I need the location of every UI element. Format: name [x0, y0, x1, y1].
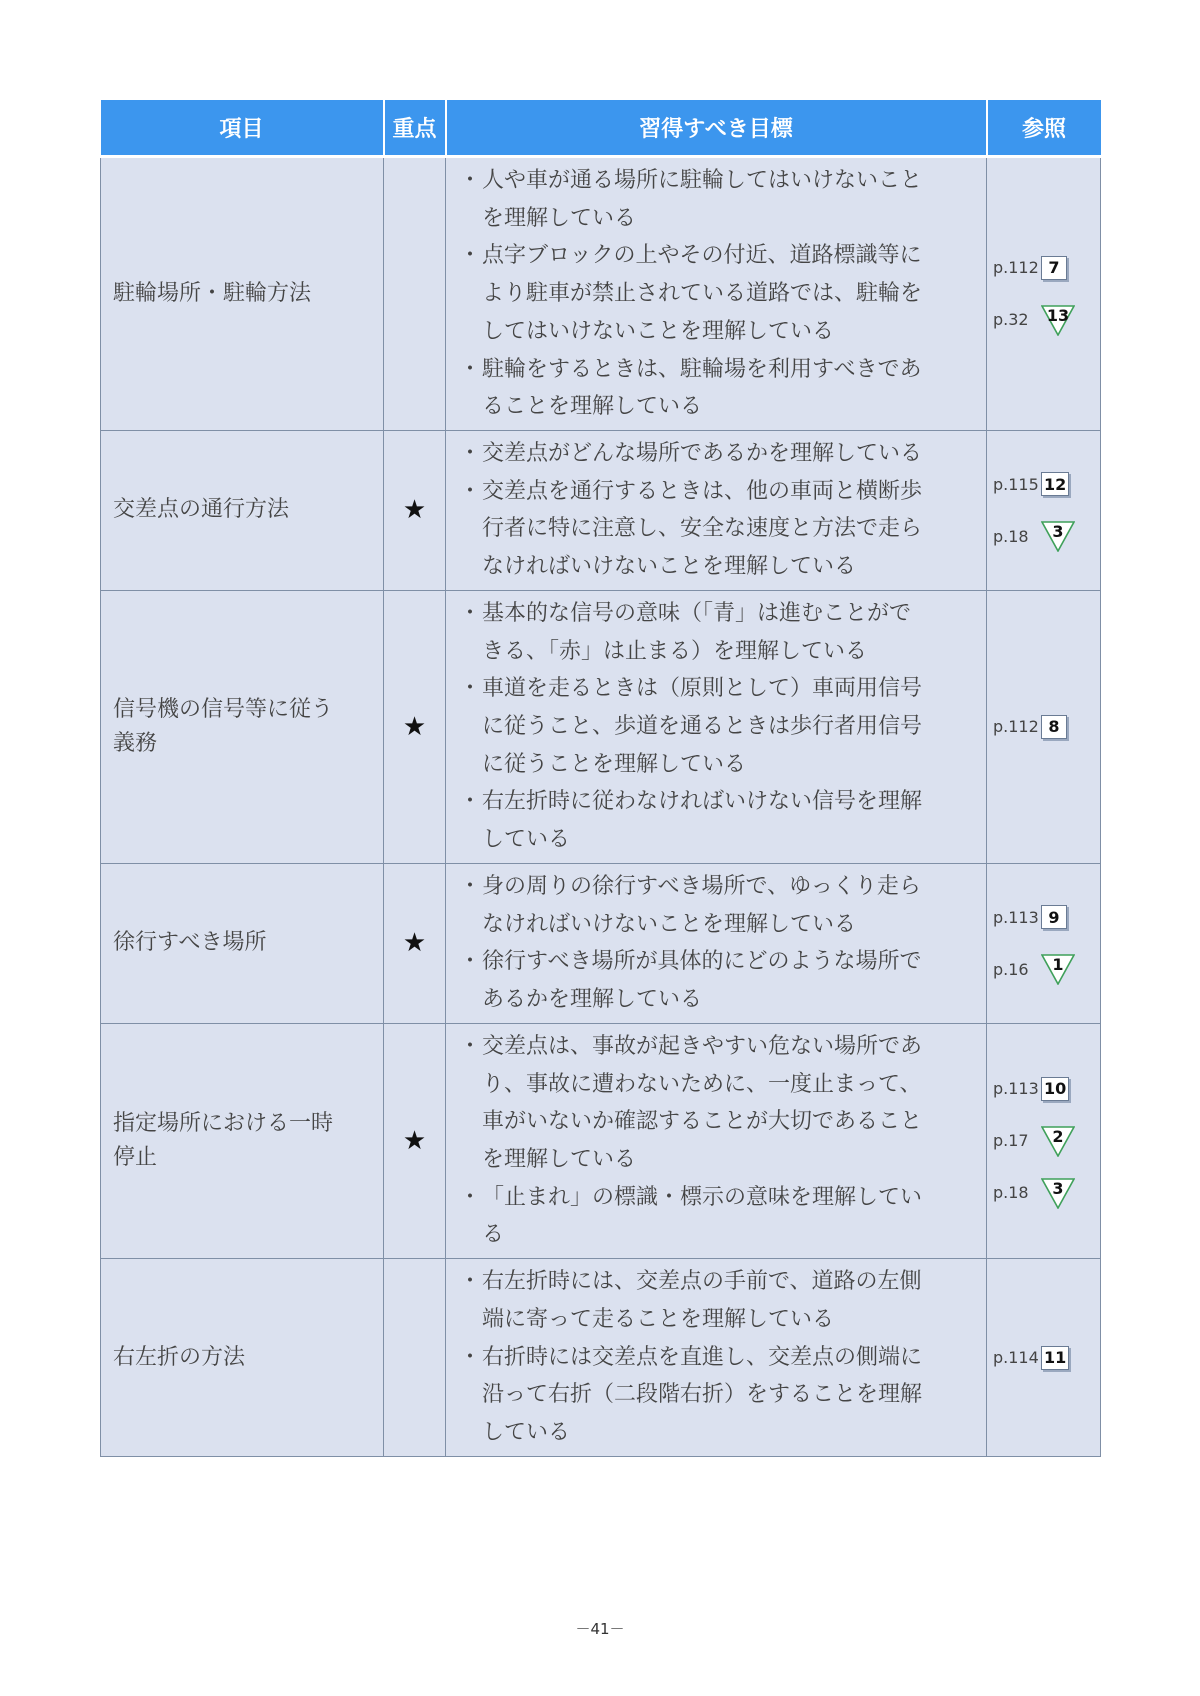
goal-text: 右左折時には、交差点の手前で、道路の左側 端に寄って走ることを理解している [482, 1269, 922, 1332]
priority-cell [384, 590, 446, 863]
numbered-square-icon: 8 [1041, 715, 1067, 739]
goal-cell [446, 430, 987, 590]
goal-item [458, 435, 976, 473]
reference-page: p.112 [993, 258, 1039, 278]
bullet: ・ [458, 949, 481, 975]
numbered-triangle-icon [1041, 1125, 1075, 1157]
goal-text: 人や車が通る場所に駐輪してはいけないこと を理解している [482, 168, 923, 231]
goal-text: 基本的な信号の意味（「青」は進むことがで きる、「赤」は止まる）を理解している [482, 600, 912, 664]
priority-star-icon: ★ [402, 928, 427, 959]
goal-item [458, 1179, 976, 1254]
reference-entry [993, 294, 1100, 346]
reference-cell [987, 157, 1101, 431]
reference-page: p.112 [993, 717, 1039, 737]
priority-cell [384, 1259, 446, 1457]
goal-item [458, 1339, 976, 1452]
reference-page: p.16 [993, 959, 1029, 979]
table-row [101, 430, 1101, 590]
numbered-square-icon: 10 [1041, 1077, 1069, 1101]
goal-cell [446, 1023, 987, 1258]
reference-entry [993, 510, 1100, 562]
reference-page: p.32 [993, 310, 1029, 330]
item-label: 駐輪場所・駐輪方法 [113, 280, 312, 306]
triangle-number: 13 [1046, 305, 1070, 325]
bullet: ・ [458, 1344, 481, 1370]
reference-page: p.113 [993, 907, 1039, 927]
goal-item [458, 162, 976, 237]
bullet: ・ [458, 441, 481, 467]
goal-item [458, 595, 976, 670]
goal-item [458, 237, 976, 350]
priority-star-icon: ★ [402, 495, 427, 526]
item-cell [101, 430, 384, 590]
header-item: 項目 [101, 100, 384, 157]
goal-cell [446, 157, 987, 431]
header-row [101, 100, 1101, 157]
bullet: ・ [458, 676, 481, 702]
reference-cell [987, 590, 1101, 863]
bullet: ・ [458, 1184, 481, 1210]
item-label: 指定場所における一時 停止 [113, 1110, 334, 1170]
numbered-square-icon: 11 [1041, 1346, 1069, 1370]
goal-item [458, 670, 976, 783]
item-cell [101, 1023, 384, 1258]
triangle-number: 3 [1052, 522, 1064, 542]
numbered-triangle-icon [1041, 304, 1075, 336]
table-body [101, 157, 1101, 1457]
priority-cell [384, 430, 446, 590]
bullet: ・ [458, 1033, 481, 1059]
item-label: 右左折の方法 [113, 1344, 246, 1370]
item-label: 徐行すべき場所 [113, 930, 267, 956]
goal-text: 交差点は、事故が起きやすい危ない場所であ り、事故に遭わないために、一度止まって、 車がいないか確認することが大切であること を理解している [482, 1033, 923, 1172]
item-label: 交差点の通行方法 [113, 497, 290, 523]
table-row [101, 157, 1101, 431]
reference-page: p.114 [993, 1348, 1039, 1368]
reference-cell [987, 1259, 1101, 1457]
bullet: ・ [458, 1269, 481, 1295]
reference-entry [993, 943, 1100, 995]
goal-item [458, 1263, 976, 1338]
reference-entry [993, 458, 1100, 510]
header-goal: 習得すべき目標 [446, 100, 987, 157]
goal-text: 車道を走るときは（原則として）車両用信号 に従うこと、歩道を通るときは歩行者用信号 に従うことを理解している [482, 676, 923, 777]
reference-page: p.17 [993, 1131, 1029, 1151]
reference-page: p.115 [993, 474, 1039, 494]
reference-cell [987, 863, 1101, 1023]
goal-cell [446, 863, 987, 1023]
numbered-triangle-icon [1041, 953, 1075, 985]
goal-text: 交差点がどんな場所であるかを理解している [482, 441, 923, 467]
bullet: ・ [458, 873, 481, 899]
reference-entry [993, 891, 1100, 943]
table-row [101, 1259, 1101, 1457]
learning-goals-table [100, 100, 1101, 1457]
bullet: ・ [458, 600, 481, 626]
item-cell [101, 863, 384, 1023]
goal-item [458, 868, 976, 943]
table-row [101, 1023, 1101, 1258]
goal-text: 右左折時に従わなければいけない信号を理解 している [482, 789, 923, 853]
triangle-number: 2 [1052, 1126, 1064, 1146]
triangle-number: 1 [1052, 955, 1064, 975]
reference-entry [993, 242, 1100, 294]
reference-entry [993, 1063, 1100, 1115]
bullet: ・ [458, 356, 481, 382]
table-row [101, 590, 1101, 863]
item-label: 信号機の信号等に従う 義務 [113, 696, 334, 756]
goal-cell [446, 1259, 987, 1457]
goal-text: 点字ブロックの上やその付近、道路標識等に より駐車が禁止されている道路では、駐輪を してはいけないことを理解している [482, 243, 923, 344]
item-cell [101, 590, 384, 863]
bullet: ・ [458, 789, 481, 815]
table-row [101, 863, 1101, 1023]
numbered-square-icon: 7 [1041, 256, 1067, 280]
reference-entry [993, 1167, 1100, 1219]
reference-entry [993, 1115, 1100, 1167]
reference-page: p.18 [993, 526, 1029, 546]
goal-item [458, 783, 976, 858]
goal-cell [446, 590, 987, 863]
header-reference: 参照 [987, 100, 1101, 157]
priority-cell [384, 863, 446, 1023]
goal-text: 身の周りの徐行すべき場所で、ゆっくり走ら なければいけないことを理解している [482, 873, 921, 937]
goal-text: 「止まれ」の標識・標示の意味を理解してい る [482, 1184, 923, 1248]
numbered-square-icon: 12 [1041, 472, 1069, 496]
numbered-triangle-icon [1041, 1177, 1075, 1209]
goal-item [458, 1028, 976, 1179]
reference-entry [993, 701, 1100, 753]
triangle-number: 3 [1052, 1178, 1064, 1198]
priority-star-icon: ★ [402, 1125, 427, 1156]
goal-item [458, 351, 976, 426]
reference-page: p.18 [993, 1183, 1029, 1203]
item-cell [101, 157, 384, 431]
page-number: －41－ [575, 1620, 625, 1638]
reference-page: p.113 [993, 1079, 1039, 1099]
reference-cell [987, 1023, 1101, 1258]
goal-text: 徐行すべき場所が具体的にどのような場所で あるかを理解している [482, 949, 922, 1013]
goal-text: 交差点を通行するときは、他の車両と横断歩 行者に特に注意し、安全な速度と方法で走ら なければいけないことを理解している [482, 478, 923, 580]
numbered-triangle-icon [1041, 520, 1075, 552]
goal-item [458, 943, 976, 1018]
reference-entry [993, 1332, 1100, 1384]
bullet: ・ [458, 478, 481, 504]
bullet: ・ [458, 168, 481, 193]
goal-text: 駐輪をするときは、駐輪場を利用すべきであ ることを理解している [482, 356, 922, 420]
goal-text: 右折時には交差点を直進し、交差点の側端に 沿って右折（二段階右折）をすることを理解 している [482, 1344, 923, 1446]
bullet: ・ [458, 243, 481, 269]
reference-cell [987, 430, 1101, 590]
goal-item [458, 473, 976, 586]
numbered-square-icon: 9 [1041, 905, 1067, 929]
priority-cell [384, 1023, 446, 1258]
header-priority: 重点 [384, 100, 446, 157]
priority-cell [384, 157, 446, 431]
priority-star-icon: ★ [402, 711, 427, 742]
item-cell [101, 1259, 384, 1457]
